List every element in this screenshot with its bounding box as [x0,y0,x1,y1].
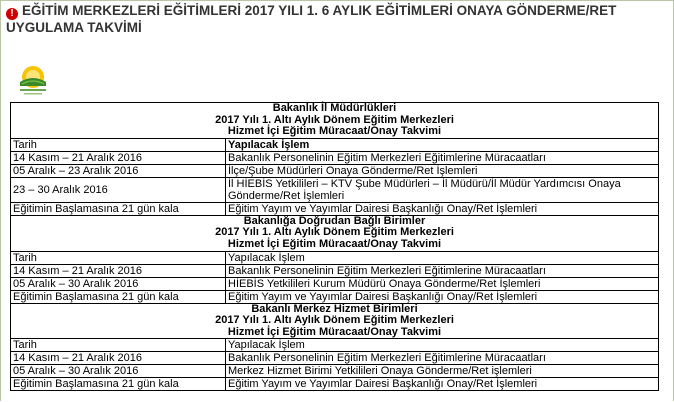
section-header-row [11,215,659,251]
table-row [11,164,659,177]
date-cell: Eğitimin Başlamasına 21 gün kala [11,378,226,391]
date-cell: 23 – 30 Aralık 2016 [11,177,226,202]
column-header-row [11,339,659,352]
ministry-logo-icon [14,62,52,98]
section-subtitle: Hizmet İçi Eğitim Müracaat/Onay Takvimi [227,125,442,138]
task-cell: Eğitim Yayım ve Yayımlar Dairesi Başkanlığı Onay/Ret İşlemleri [226,202,659,215]
column-header-date: Tarih [11,251,226,264]
column-header-task: Yapılacak İşlem [226,339,659,352]
task-cell: Merkez Hizmet Birimi Yetkilileri Onaya Gönderme/Ret işlemleri [226,365,659,378]
task-cell: İlçe/Şube Müdürleri Onaya Gönderme/Ret İşlemleri [226,164,659,177]
training-calendar-table [10,102,659,391]
page-title [6,3,666,35]
ministry-logo [14,62,52,98]
column-header-task: Yapılacak İşlem [226,138,659,151]
date-cell: Eğitimin Başlamasına 21 gün kala [11,290,226,303]
section-subtitle: Hizmet İçi Eğitim Müracaat/Onay Takvimi [227,237,442,250]
date-cell: 05 Aralık – 30 Aralık 2016 [11,365,226,378]
logo-caption-line [20,89,46,91]
column-header-row [11,251,659,264]
date-cell: 14 Kasım – 21 Aralık 2016 [11,352,226,365]
task-cell: Eğitim Yayım ve Yayımlar Dairesi Başkanlığı Onay/Ret İşlemleri [226,290,659,303]
table-row [11,365,659,378]
task-cell: Bakanlık Personelinin Eğitim Merkezleri Eğitimlerine Müracaatları [226,352,659,365]
task-cell: HİEBİS Yetkilileri Kurum Müdürü Onaya Gönderme/Ret İşlemleri [226,277,659,290]
section-header-row [11,303,659,339]
date-cell: 05 Aralık – 30 Aralık 2016 [11,277,226,290]
section-header [11,215,659,251]
table-row [11,352,659,365]
date-cell: 14 Kasım – 21 Aralık 2016 [11,264,226,277]
task-cell: Bakanlık Personelinin Eğitim Merkezleri Eğitimlerine Müracaatları [226,151,659,164]
section-subtitle: 2017 Yılı 1. Altı Aylık Dönem Eğitim Merkezleri [215,113,454,126]
table-row [11,277,659,290]
task-cell: İl HİEBİS Yetkilileri – KTV Şube Müdürleri – İl Müdürü/İl Müdür Yardımcısı Onaya Gönderme/Ret İşlemleri [226,177,659,202]
task-cell: Eğitim Yayım ve Yayımlar Dairesi Başkanlığı Onay/Ret İşlemleri [226,378,659,391]
table-row [11,202,659,215]
date-cell: Eğitimin Başlamasına 21 gün kala [11,202,226,215]
section-subtitle: Hizmet İçi Eğitim Müracaat/Onay Takvimi [227,325,442,338]
section-header-row [11,103,659,139]
table-row [11,264,659,277]
date-cell: 14 Kasım – 21 Aralık 2016 [11,151,226,164]
table-row [11,290,659,303]
table-row [11,151,659,164]
column-header-task: Yapılacak İşlem [226,251,659,264]
column-header-row [11,138,659,151]
section-header [11,303,659,339]
section-title: Bakanlık İl Müdürlükleri [272,102,397,114]
section-header [11,103,659,139]
section-subtitle: 2017 Yılı 1. Altı Aylık Dönem Eğitim Merkezleri [215,314,454,327]
page-title-text: EĞİTİM MERKEZLERİ EĞİTİMLERİ 2017 YILI 1. 6 AYLIK EĞİTİMLERİ ONAYA GÖNDERME/RET UYGULAMA TAKVİMİ [6,3,617,35]
logo-caption-line-2 [24,93,42,95]
section-subtitle: 2017 Yılı 1. Altı Aylık Dönem Eğitim Merkezleri [215,226,454,239]
section-title: Bakanlığa Doğrudan Bağlı Birimler [243,214,426,227]
section-title: Bakanlı Merkez Hizmet Birimleri [251,302,418,315]
table-row [11,378,659,391]
task-cell: Bakanlık Personelinin Eğitim Merkezleri Eğitimlerine Müracaatları [226,264,659,277]
column-header-date: Tarih [11,138,226,151]
alert-icon: ! [6,8,18,20]
column-header-date: Tarih [11,339,226,352]
date-cell: 05 Aralık – 23 Aralık 2016 [11,164,226,177]
table-row [11,177,659,202]
